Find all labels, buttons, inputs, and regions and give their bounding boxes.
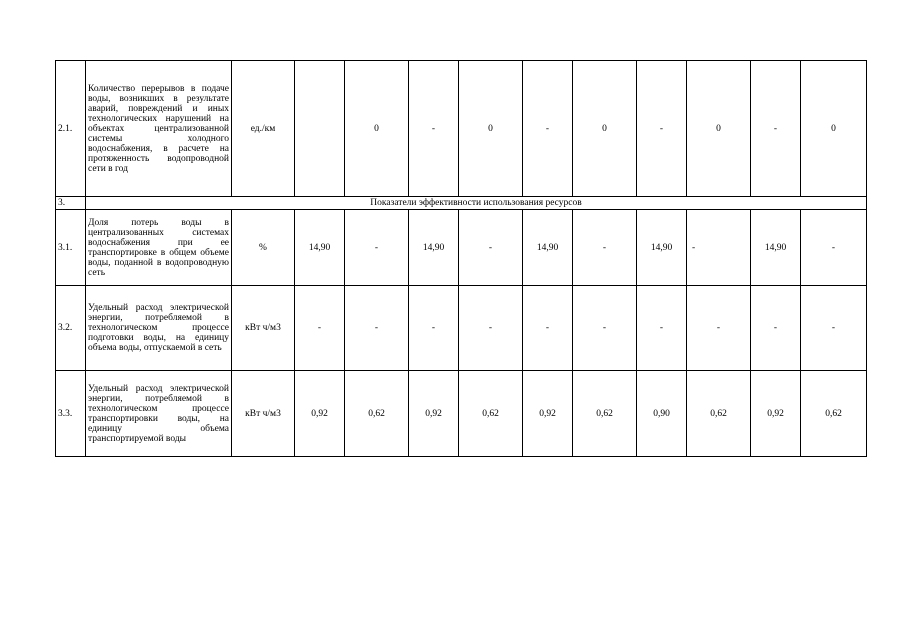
value-cell: 0,92: [751, 371, 801, 457]
indicator-description: Количество перерывов в подаче воды, возникших в результате аварий, повреждений и иных технологических нарушений на объектах централизованной системы холодного водоснабжения, в расчете на протяженность водопроводной сети в год: [86, 61, 232, 197]
row-number: 3.1.: [56, 210, 86, 286]
value-cell: -: [573, 210, 637, 286]
value-cell: 0: [345, 61, 409, 197]
value-cell: -: [637, 61, 687, 197]
value-cell: -: [751, 61, 801, 197]
row-number: 3.3.: [56, 371, 86, 457]
value-cell: -: [523, 61, 573, 197]
value-cell: -: [637, 286, 687, 371]
value-cell: -: [687, 286, 751, 371]
unit-cell: ед./км: [232, 61, 295, 197]
value-cell: 0,92: [295, 371, 345, 457]
value-cell: 0,62: [801, 371, 867, 457]
value-cell: 14,90: [637, 210, 687, 286]
value-cell: 14,90: [295, 210, 345, 286]
value-cell: 0,62: [345, 371, 409, 457]
value-cell: 14,90: [409, 210, 459, 286]
value-cell: -: [523, 286, 573, 371]
value-cell: 0,92: [523, 371, 573, 457]
table-row: [56, 286, 867, 371]
indicators-table: [55, 60, 867, 457]
row-number: 2.1.: [56, 61, 86, 197]
value-cell: 0,90: [637, 371, 687, 457]
value-cell: -: [573, 286, 637, 371]
row-number: 3.2.: [56, 286, 86, 371]
indicator-description: Удельный расход электрической энергии, потребляемой в технологическом процессе подготовки воды, на единицу объема воды, отпускаемой в сеть: [86, 286, 232, 371]
section-title: Показатели эффективности использования ресурсов: [86, 197, 867, 210]
value-cell: -: [751, 286, 801, 371]
unit-cell: кВт ч/м3: [232, 371, 295, 457]
value-cell: 14,90: [751, 210, 801, 286]
value-cell: 0: [687, 61, 751, 197]
row-number: 3.: [56, 197, 86, 210]
value-cell: -: [801, 286, 867, 371]
indicator-description: Доля потерь воды в централизованных системах водоснабжения при ее транспортировке в общем объеме воды, поданной в водопроводную сеть: [86, 210, 232, 286]
table-row: [56, 210, 867, 286]
indicator-description: Удельный расход электрической энергии, потребляемой в технологическом процессе транспортировки воды, на единицу объема транспортируемой воды: [86, 371, 232, 457]
value-cell: 0,62: [459, 371, 523, 457]
value-cell: 0,92: [409, 371, 459, 457]
value-cell: 0: [801, 61, 867, 197]
section-row: [56, 197, 867, 210]
value-cell: 0: [459, 61, 523, 197]
value-cell: -: [801, 210, 867, 286]
value-cell: 14,90: [523, 210, 573, 286]
value-cell: -: [409, 61, 459, 197]
table-row: [56, 61, 867, 197]
unit-cell: %: [232, 210, 295, 286]
table-row: [56, 371, 867, 457]
value-cell: 0,62: [687, 371, 751, 457]
value-cell: 0: [573, 61, 637, 197]
value-cell: -: [345, 210, 409, 286]
unit-cell: кВт ч/м3: [232, 286, 295, 371]
value-cell: -: [409, 286, 459, 371]
empty-cell: [295, 61, 345, 197]
value-cell: -: [345, 286, 409, 371]
value-cell: 0,62: [573, 371, 637, 457]
value-cell: -: [295, 286, 345, 371]
value-cell: -: [459, 286, 523, 371]
value-cell: -: [459, 210, 523, 286]
value-cell: -: [687, 210, 751, 286]
